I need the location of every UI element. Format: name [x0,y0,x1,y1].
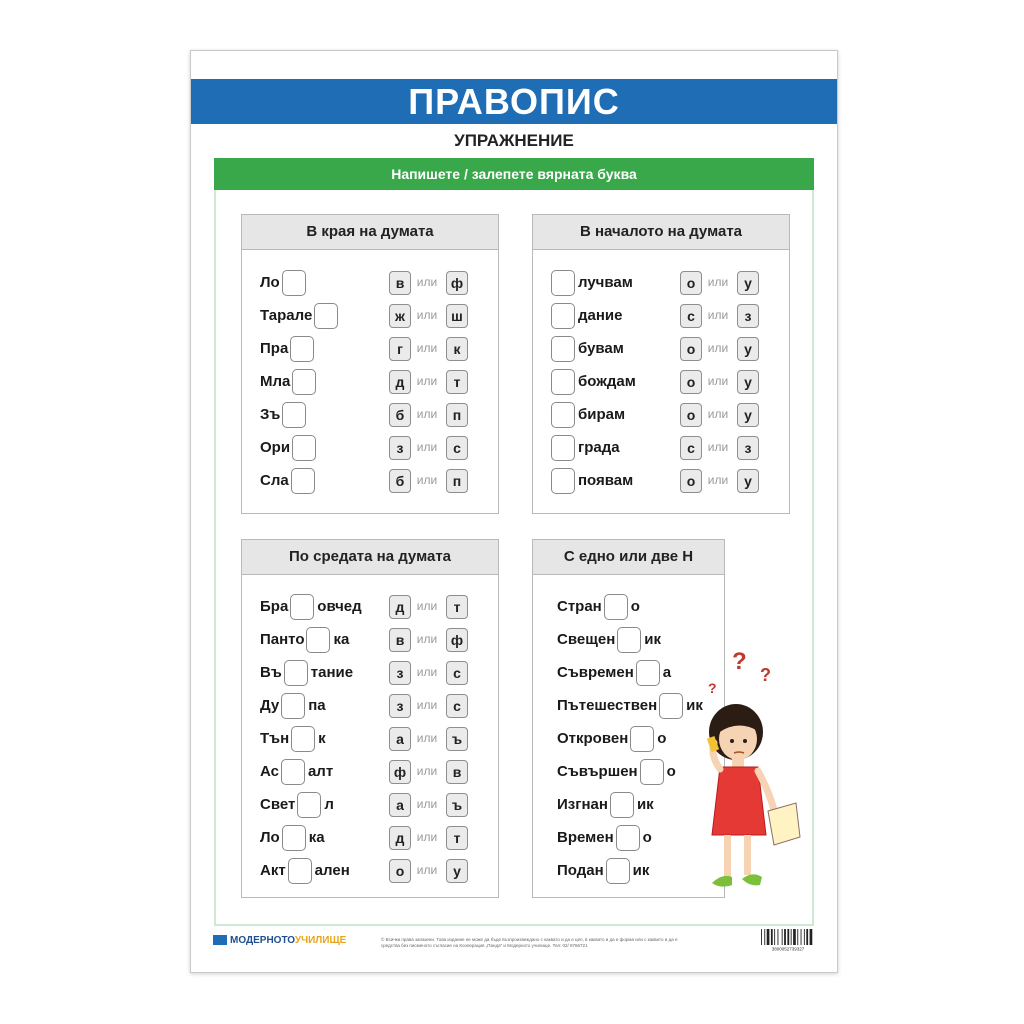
or-label: или [416,275,438,289]
or-label: или [416,341,438,355]
answer-box[interactable] [551,336,575,362]
word-suffix: града [578,439,620,456]
word-prefix: Съвремен [557,664,634,681]
barcode-bar [793,929,796,945]
letter-option-2: ф [446,271,468,295]
exercise-row [242,858,498,884]
word-suffix: о [630,598,640,615]
letter-option-1: з [389,694,411,718]
barcode-bar [782,929,783,945]
exercise-row [242,594,498,620]
word-prefix: Ду [260,697,280,714]
word-prefix: Подан [557,862,604,879]
letter-option-1: а [389,793,411,817]
letter-option-1: о [680,403,702,427]
word-suffix: бождам [578,373,636,390]
exercise-row [242,303,498,329]
letter-option-2: у [737,403,759,427]
barcode-bar [761,929,762,945]
answer-box[interactable] [604,594,628,620]
letter-option-1: в [389,271,411,295]
word-suffix: тание [310,664,354,681]
barcode-bar [778,929,779,945]
worksheet-poster [190,50,838,973]
answer-box[interactable] [551,468,575,494]
word-suffix: о [666,763,676,780]
letter-option-1: о [680,271,702,295]
word-suffix: ален [314,862,350,879]
letter-option-2: к [446,337,468,361]
exercise-row [533,402,789,428]
answer-box[interactable] [291,726,315,752]
page-title: ПРАВОПИС [191,79,837,124]
barcode-bar [804,929,805,945]
page-subtitle: УПРАЖНЕНИЕ [454,131,574,150]
or-label: или [416,731,438,745]
word-suffix: л [324,796,334,813]
word-prefix: Тън [260,730,290,747]
publisher-logo [213,935,346,949]
letter-option-1: д [389,595,411,619]
exercise-row [242,660,498,686]
barcode-bar [767,929,770,945]
or-label: или [707,308,729,322]
section-title: В началото на думата [533,215,789,250]
or-label: или [416,698,438,712]
section-start-of-word [532,214,790,514]
or-label: или [416,407,438,421]
letter-option-1: г [389,337,411,361]
letter-option-2: у [737,271,759,295]
or-label: или [416,374,438,388]
word-prefix: Ло [260,274,280,291]
answer-box[interactable] [281,759,305,785]
svg-text:?: ? [732,648,747,675]
letter-option-1: д [389,826,411,850]
exercise-row [242,627,498,653]
exercise-row [533,270,789,296]
answer-box[interactable] [291,468,315,494]
answer-box[interactable] [292,435,316,461]
exercise-row [242,270,498,296]
word-prefix: Ло [260,829,280,846]
barcode-bar [810,929,813,945]
answer-box[interactable] [297,792,321,818]
word-suffix: о [642,829,652,846]
letter-option-1: о [680,337,702,361]
word-prefix: Бра [260,598,289,615]
or-label: или [416,797,438,811]
word-prefix: Тарале [260,307,313,324]
or-label: или [416,599,438,613]
letter-option-2: в [446,760,468,784]
letter-option-1: з [389,661,411,685]
exercise-row [242,402,498,428]
or-label: или [416,830,438,844]
letter-option-1: о [680,370,702,394]
letter-option-1: б [389,469,411,493]
word-prefix: Акт [260,862,286,879]
word-prefix: Времен [557,829,614,846]
word-suffix: к [318,730,326,747]
barcode-bar [791,929,792,945]
or-label: или [707,341,729,355]
answer-box[interactable] [551,303,575,329]
answer-box[interactable] [314,303,338,329]
or-label: или [416,632,438,646]
svg-text:?: ? [760,665,771,685]
section-title: В края на думата [242,215,498,250]
barcode-icon [759,929,817,951]
letter-option-1: ж [389,304,411,328]
answer-box[interactable] [606,858,630,884]
word-suffix: алт [307,763,334,780]
answer-box[interactable] [630,726,654,752]
barcode-bar [797,929,798,945]
answer-box[interactable] [306,627,330,653]
answer-box[interactable] [636,660,660,686]
answer-box[interactable] [282,825,306,851]
letter-option-1: д [389,370,411,394]
or-label: или [707,275,729,289]
word-suffix: о [657,730,667,747]
answer-box[interactable] [282,402,306,428]
letter-option-2: у [737,370,759,394]
letter-option-2: т [446,370,468,394]
answer-box[interactable] [288,858,312,884]
answer-box[interactable] [659,693,683,719]
letter-option-2: т [446,826,468,850]
or-label: или [416,764,438,778]
section-title: С едно или две Н [533,540,724,575]
barcode-bar [806,929,808,945]
letter-option-2: ш [446,304,468,328]
or-label: или [416,863,438,877]
word-suffix: ик [636,796,654,813]
word-prefix: Съвършен [557,763,638,780]
answer-box[interactable] [610,792,634,818]
word-suffix: а [662,664,672,681]
barcode-bar [774,929,775,945]
thinking-girl-illustration [696,647,806,897]
letter-option-2: ъ [446,793,468,817]
barcode-bar [801,929,802,945]
word-prefix: Пра [260,340,289,357]
exercise-row [533,336,789,362]
answer-box[interactable] [292,369,316,395]
or-label: или [707,473,729,487]
answer-box[interactable] [290,336,314,362]
letter-option-1: в [389,628,411,652]
exercise-row [242,792,498,818]
letter-option-2: с [446,661,468,685]
exercise-row [533,594,724,620]
svg-text:?: ? [708,680,717,696]
or-label: или [707,407,729,421]
word-prefix: Изгнан [557,796,608,813]
answer-box[interactable] [282,270,306,296]
letter-option-1: с [680,436,702,460]
letter-option-1: з [389,436,411,460]
letter-option-1: ф [389,760,411,784]
answer-box[interactable] [551,435,575,461]
word-suffix: бувам [578,340,624,357]
logo-mark-icon [213,935,227,945]
word-suffix: появам [578,472,634,489]
word-suffix: ик [644,631,661,648]
word-prefix: Въ [260,664,282,681]
or-label: или [416,473,438,487]
exercise-row [242,369,498,395]
or-label: или [416,440,438,454]
word-prefix: Ас [260,763,279,780]
letter-option-1: б [389,403,411,427]
exercise-row [533,369,789,395]
word-prefix: Свет [260,796,296,813]
word-suffix: ка [333,631,350,648]
section-title: По средата на думата [242,540,498,575]
copyright-notice: © Всички права запазени. Това издание не може да бъде възпроизвеждано с каквато и да е цел, в каквато и да е форма или с каквито и да е средства без писменото съгласие на Кооперация „Панда" и Модерното училище. Тел: 02/ 9766721 [381,937,678,948]
section-middle-of-word [241,539,499,898]
barcode-bar [771,929,773,945]
logo-text-part2: УЧИЛИЩЕ [294,935,347,946]
instruction-banner: Напишете / залепете вярната буква [214,158,814,190]
exercise-row [242,468,498,494]
answer-box[interactable] [551,369,575,395]
word-prefix: Свещен [557,631,616,648]
answer-box[interactable] [640,759,664,785]
word-prefix: Сла [260,472,289,489]
exercise-row [242,726,498,752]
barcode-bar [784,929,786,945]
letter-option-1: о [389,859,411,883]
barcode-bar [787,929,789,945]
logo-text-part1: МОДЕРНОТО [230,935,295,946]
letter-option-2: з [737,304,759,328]
letter-option-2: у [737,337,759,361]
word-suffix: бирам [578,406,626,423]
word-prefix: Панто [260,631,305,648]
exercise-row [242,693,498,719]
word-prefix: Зъ [260,406,281,423]
exercise-row [242,825,498,851]
or-label: или [707,440,729,454]
exercise-row [533,468,789,494]
word-suffix: па [308,697,326,714]
exercise-row [242,759,498,785]
answer-box[interactable] [551,270,575,296]
word-prefix: Откровен [557,730,629,747]
letter-option-1: о [680,469,702,493]
letter-option-2: с [446,436,468,460]
barcode-bar [764,929,765,945]
letter-option-2: у [446,859,468,883]
letter-option-2: ф [446,628,468,652]
answer-box[interactable] [284,660,308,686]
section-end-of-word [241,214,499,514]
letter-option-1: а [389,727,411,751]
word-suffix: ка [308,829,325,846]
letter-option-2: с [446,694,468,718]
letter-option-2: з [737,436,759,460]
exercise-row [533,303,789,329]
exercise-row [242,435,498,461]
answer-box[interactable] [281,693,305,719]
answer-box[interactable] [551,402,575,428]
word-suffix: дание [578,307,623,324]
exercise-row [533,435,789,461]
word-suffix: ик [686,697,703,714]
letter-option-2: п [446,469,468,493]
or-label: или [707,374,729,388]
or-label: или [416,308,438,322]
letter-option-2: у [737,469,759,493]
letter-option-2: т [446,595,468,619]
word-suffix: ик [632,862,650,879]
exercise-row [242,336,498,362]
word-prefix: Стран [557,598,602,615]
or-label: или [416,665,438,679]
letter-option-1: с [680,304,702,328]
barcode-number: 3800052739327 [771,946,805,951]
answer-box[interactable] [616,825,640,851]
answer-box[interactable] [617,627,641,653]
word-prefix: Пътешествен [557,697,658,714]
word-suffix: овчед [317,598,362,615]
letter-option-2: п [446,403,468,427]
word-suffix: лучвам [578,274,633,291]
word-prefix: Ори [260,439,291,456]
letter-option-2: ъ [446,727,468,751]
word-prefix: Мла [260,373,291,390]
answer-box[interactable] [290,594,314,620]
